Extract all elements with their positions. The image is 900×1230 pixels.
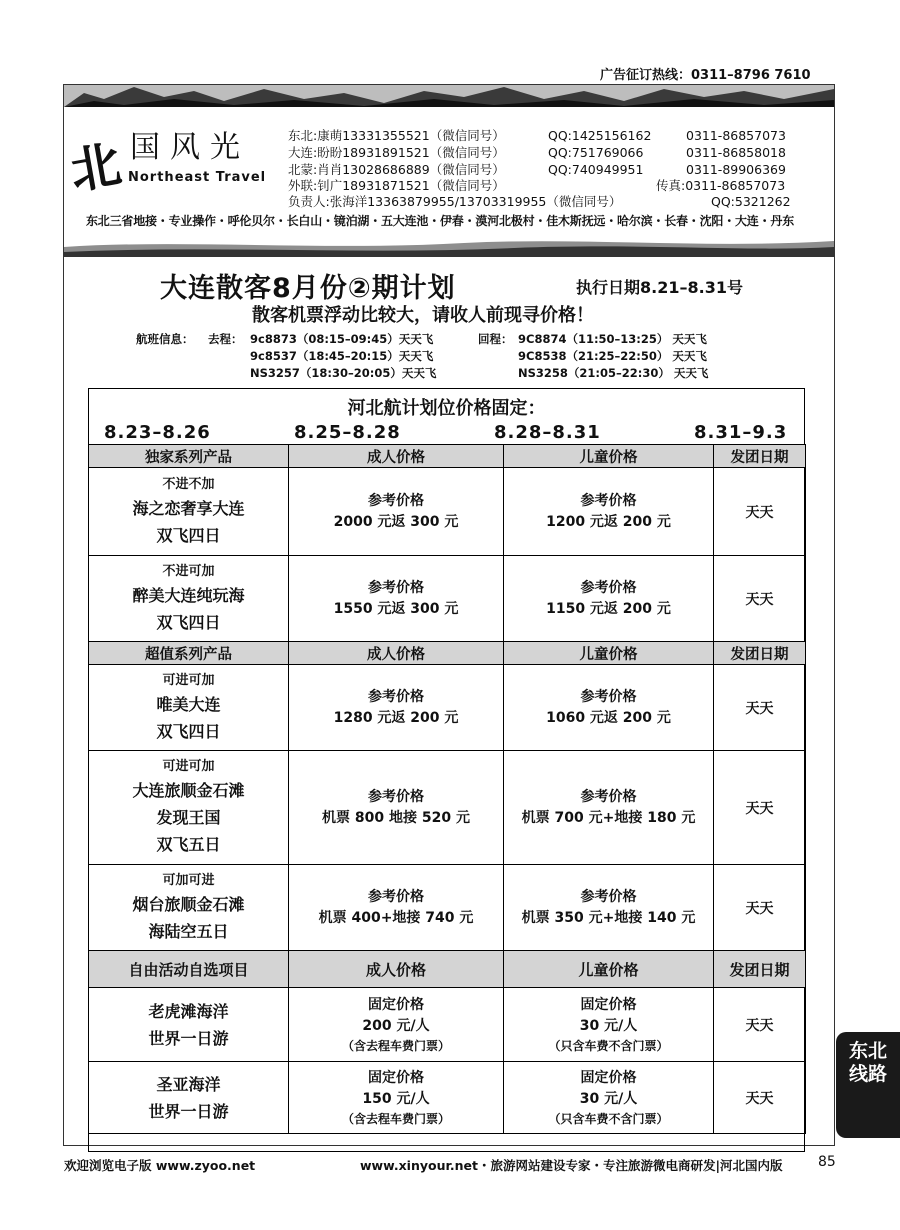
departure-days: 天天	[714, 865, 806, 951]
price-table	[88, 444, 806, 1134]
price-label: 固定价格	[580, 996, 637, 1013]
price-value: 200 元/人	[362, 1017, 430, 1034]
contact-name: 外联:钊广18931871521（微信同号）	[288, 178, 505, 193]
col-child-price: 儿童价格	[504, 951, 714, 988]
product-cell	[89, 751, 289, 865]
price-label: 固定价格	[580, 1069, 637, 1086]
child-price-cell	[504, 988, 714, 1062]
price-label: 参考价格	[368, 492, 424, 509]
product-tag: 可加可进	[162, 872, 215, 888]
price-label: 固定价格	[368, 1069, 424, 1086]
banner-bottom-stripe	[64, 235, 834, 257]
section-title: 超值系列产品	[89, 642, 289, 665]
child-price-cell	[504, 865, 714, 951]
child-price-cell	[504, 751, 714, 865]
product-name: 海之恋奢享大连	[132, 498, 245, 518]
product-cell	[89, 665, 289, 751]
table-row	[89, 1062, 806, 1134]
price-label: 参考价格	[580, 788, 637, 805]
contact-name: 大连:盼盼18931891521（微信同号）	[288, 145, 505, 160]
product-name: 双飞四日	[156, 721, 221, 741]
price-label: 固定价格	[368, 996, 424, 1013]
product-cell	[89, 556, 289, 642]
outbound-flight: 9c8873（08:15–09:45）天天飞	[250, 332, 434, 346]
product-cell	[89, 988, 289, 1062]
adult-price-cell	[289, 556, 504, 642]
price-value: 1060 元返 200 元	[546, 709, 671, 726]
section-header	[89, 445, 806, 468]
side-section-tab	[836, 1032, 900, 1138]
adult-price-cell	[289, 665, 504, 751]
contact-manager-qq: QQ:5321262	[711, 194, 791, 209]
logo-chinese-text: 国风光	[130, 130, 250, 165]
logo-english-text: Northeast Travel	[128, 170, 267, 185]
col-child-price: 儿童价格	[504, 642, 714, 665]
outbound-flight: NS3257（18:30–20:05）天天飞	[250, 366, 437, 380]
return-flight: 9C8538（21:25–22:50） 天天飞	[518, 349, 707, 363]
product-tag: 不进可加	[162, 563, 215, 579]
col-adult-price: 成人价格	[289, 642, 504, 665]
return-label: 回程：	[478, 332, 513, 346]
price-label: 参考价格	[580, 888, 637, 905]
product-name: 大连旅顺金石滩	[132, 781, 245, 800]
plan-title: 大连散客8月份②期计划	[160, 273, 456, 304]
contact-tel: 0311-86858018	[686, 145, 786, 160]
product-name: 发现王国	[156, 808, 221, 827]
price-value: 1150 元返 200 元	[546, 600, 671, 617]
price-value: 2000 元返 300 元	[333, 513, 459, 530]
product-name: 海陆空五日	[148, 921, 229, 941]
adult-price-cell	[289, 1062, 504, 1134]
return-flight: NS3258（21:05–22:30） 天天飞	[518, 366, 709, 380]
product-cell	[89, 1062, 289, 1134]
contact-name: 北蒙:肖肖13028686889（微信同号）	[288, 162, 505, 177]
product-cell	[89, 865, 289, 951]
table-row	[89, 751, 806, 865]
child-price-cell	[504, 665, 714, 751]
price-label: 参考价格	[580, 688, 637, 705]
product-tag: 不进不加	[162, 476, 215, 492]
table-row	[89, 865, 806, 951]
execution-date: 执行日期8.21–8.31号	[576, 278, 743, 297]
product-name: 圣亚海洋	[156, 1074, 221, 1094]
adult-price-cell	[289, 468, 504, 556]
col-adult-price: 成人价格	[289, 445, 504, 468]
table-row	[89, 468, 806, 556]
price-label: 参考价格	[580, 579, 637, 596]
contact-qq: QQ:751769066	[548, 145, 644, 160]
product-name: 双飞四日	[156, 525, 221, 545]
product-name: 双飞四日	[156, 612, 221, 632]
contact-name: 东北:康萌13331355521（微信同号）	[288, 128, 505, 143]
return-flight: 9C8874（11:50–13:25） 天天飞	[518, 332, 707, 346]
price-value: 机票 800 地接 520 元	[322, 809, 470, 826]
departure-days: 天天	[714, 468, 806, 556]
price-label: 参考价格	[368, 579, 424, 596]
col-departure-days: 发团日期	[714, 642, 806, 665]
date-range: 8.28–8.31	[494, 422, 601, 443]
price-note: （含去程车费门票）	[341, 1038, 450, 1053]
table-row	[89, 665, 806, 751]
page-number: 85	[818, 1154, 836, 1170]
date-range: 8.23–8.26	[104, 422, 211, 443]
product-name: 醉美大连纯玩海	[132, 585, 245, 605]
table-row	[89, 556, 806, 642]
section-title: 独家系列产品	[89, 445, 289, 468]
product-tag: 可进可加	[162, 672, 215, 688]
price-note: （只含车费不含门票）	[548, 1038, 669, 1053]
price-value: 机票 350 元+地接 140 元	[521, 909, 696, 926]
price-value: 1200 元返 200 元	[546, 513, 671, 530]
col-departure-days: 发团日期	[714, 445, 806, 468]
outbound-flight: 9c8537（18:45–20:15）天天飞	[250, 349, 434, 363]
adult-price-cell	[289, 988, 504, 1062]
ad-hotline: 广告征订热线：0311–8796 7610	[600, 68, 811, 83]
contact-qq: QQ:740949951	[548, 162, 644, 177]
section-header	[89, 951, 806, 988]
adult-price-cell	[289, 751, 504, 865]
price-note: （含去程车费门票）	[341, 1111, 450, 1126]
departure-days: 天天	[714, 665, 806, 751]
price-note: （只含车费不含门票）	[548, 1111, 669, 1126]
col-adult-price: 成人价格	[289, 951, 504, 988]
departure-days: 天天	[714, 556, 806, 642]
product-name: 唯美大连	[156, 694, 221, 714]
product-name: 世界一日游	[148, 1028, 229, 1048]
contact-tel: 0311-89906369	[686, 162, 786, 177]
contact-manager: 负责人:张海洋13363879955/13703319955（微信同号）	[288, 194, 622, 209]
contact-tel: 0311-86857073	[686, 128, 786, 143]
departure-days: 天天	[714, 1062, 806, 1134]
price-value: 150 元/人	[362, 1090, 430, 1107]
flight-info-label: 航班信息：	[136, 332, 194, 346]
footer-left: 欢迎浏览电子版 www.zyoo.net	[64, 1158, 256, 1173]
adult-price-cell	[289, 865, 504, 951]
price-label: 参考价格	[368, 688, 424, 705]
date-range: 8.31–9.3	[694, 422, 788, 443]
product-name: 世界一日游	[148, 1101, 229, 1121]
child-price-cell	[504, 468, 714, 556]
side-tab-label: 东北线路	[848, 1040, 887, 1085]
price-label: 参考价格	[368, 888, 424, 905]
departure-days: 天天	[714, 988, 806, 1062]
product-tag: 可进可加	[162, 759, 215, 774]
departure-days: 天天	[714, 751, 806, 865]
section-title: 自由活动自选项目	[89, 951, 289, 988]
col-departure-days: 发团日期	[714, 951, 806, 988]
product-name: 烟台旅顺金石滩	[132, 894, 245, 914]
fixed-price-note: 河北航计划位价格固定：	[347, 398, 546, 419]
footer-right: www.xinyour.net・旅游网站建设专家・专注旅游微电商研发|河北国内版	[360, 1158, 783, 1173]
price-label: 参考价格	[368, 788, 424, 805]
price-value: 1280 元返 200 元	[333, 709, 459, 726]
product-name: 老虎滩海洋	[148, 1001, 229, 1021]
child-price-cell	[504, 1062, 714, 1134]
logo-character: 北	[65, 134, 124, 201]
contact-fax: 传真:0311-86857073	[656, 178, 786, 193]
price-value: 30 元/人	[579, 1017, 638, 1034]
child-price-cell	[504, 556, 714, 642]
plan-subtitle: 散客机票浮动比较大，请收人前现寻价格！	[252, 305, 594, 326]
date-range: 8.25–8.28	[294, 422, 401, 443]
price-label: 参考价格	[580, 492, 637, 509]
price-value: 机票 700 元+地接 180 元	[521, 809, 696, 826]
outbound-label: 去程：	[208, 332, 243, 346]
table-row	[89, 988, 806, 1062]
price-value: 1550 元返 300 元	[333, 600, 459, 617]
section-header	[89, 642, 806, 665]
product-cell	[89, 468, 289, 556]
contact-qq: QQ:1425156162	[548, 128, 652, 143]
mountain-banner-image	[64, 85, 834, 107]
product-name: 双飞五日	[156, 835, 221, 854]
price-value: 机票 400+地接 740 元	[318, 909, 474, 926]
price-value: 30 元/人	[579, 1090, 638, 1107]
destinations-strip: 东北三省地接・专业操作・呼伦贝尔・长白山・镜泊湖・五大连池・伊春・漠河北极村・佳木斯抚远・哈尔滨・长春・沈阳・大连・丹东	[86, 214, 795, 228]
col-child-price: 儿童价格	[504, 445, 714, 468]
